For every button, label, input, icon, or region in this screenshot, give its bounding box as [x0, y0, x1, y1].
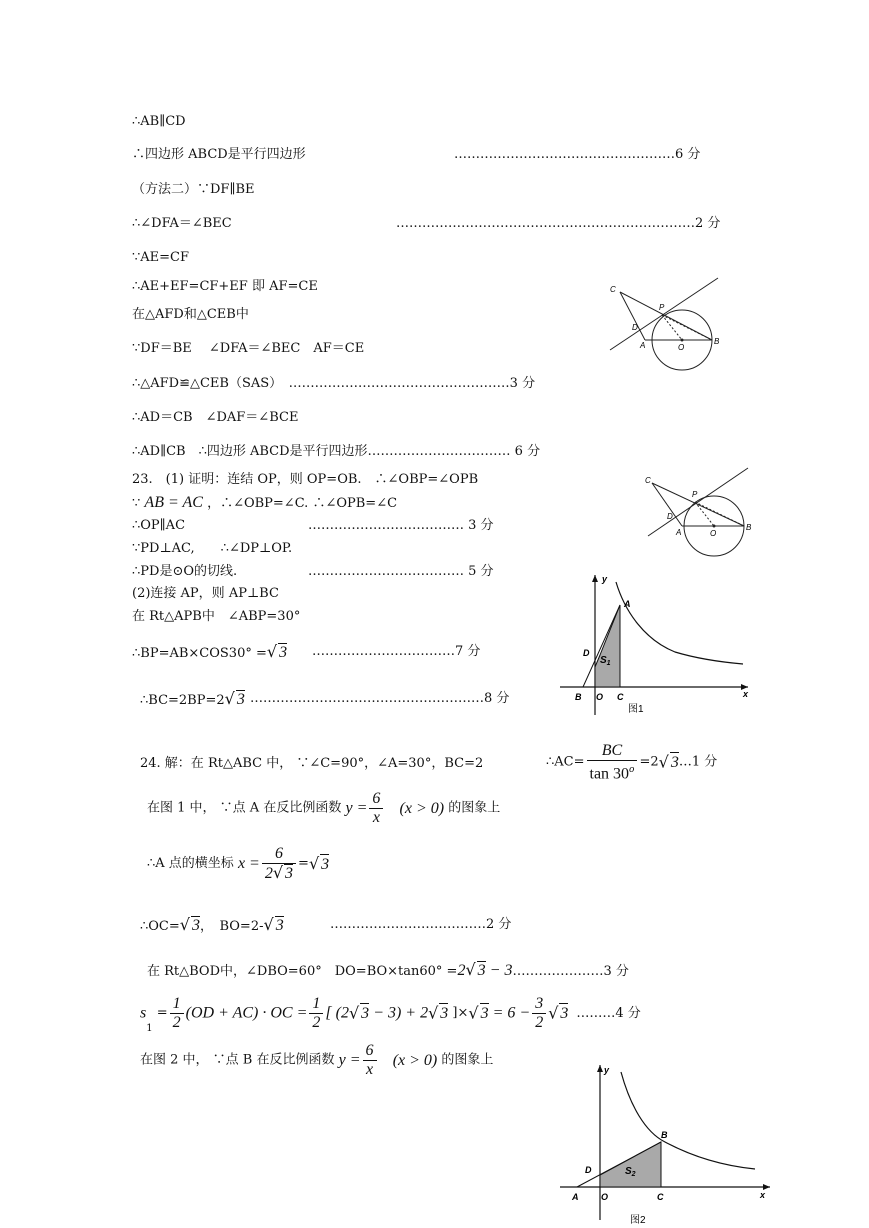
proof-line — [132, 517, 185, 535]
line-text: ]× — [448, 1005, 469, 1021]
axis-label: x — [743, 689, 749, 699]
score-text: ………………………………………………8 分 — [250, 691, 510, 706]
point-label: O — [601, 1192, 609, 1202]
score-text: …1 分 — [678, 754, 718, 770]
proof-line — [132, 471, 478, 489]
proof-line — [140, 1042, 493, 1079]
fraction — [309, 995, 323, 1032]
score-mark — [454, 146, 700, 164]
proof-line — [132, 215, 232, 233]
line-text: = — [152, 1005, 168, 1021]
proof-line — [132, 443, 540, 461]
line-text: 在图 1 中， ∵点 A 在反比例函数 — [147, 800, 342, 816]
point-label: A — [624, 599, 631, 609]
score-mark — [330, 916, 511, 934]
sqrt-value: 3 — [670, 754, 679, 772]
denominator: tan 30 — [589, 765, 630, 783]
score-text: ……………………………7 分 — [312, 644, 481, 659]
denominator: 2 — [535, 1014, 544, 1031]
point-label: P — [692, 490, 698, 499]
line-text: 在△AFD和△CEB中 — [132, 307, 249, 322]
point-label: C — [617, 692, 624, 702]
line-text: ∴PD是⊙O的切线. — [132, 564, 238, 579]
score-text: ………………………………2 分 — [330, 917, 512, 932]
score-mark — [396, 215, 720, 233]
line-text: ∴OP∥AC — [132, 518, 186, 533]
graph-figure-2 — [555, 1060, 775, 1228]
line-text: ∴OC= — [140, 919, 180, 934]
point-label: D — [667, 512, 673, 521]
point-label: D — [585, 1165, 592, 1175]
line-text: ∴BP=AB×COS30° = — [132, 646, 267, 661]
sqrt-value: 3 — [275, 917, 284, 934]
proof-line — [132, 249, 189, 267]
proof-line: ∴A 点的横坐标 x = $\frac{6}{2√ 3}$ =√ 3 — [147, 845, 330, 882]
proof-line: 在 Rt△BOD中，∠DBO=60° DO=BO×tan60° =2√ 3 − 3…………………3 分 — [147, 960, 629, 979]
line-text: ∵AE=CF — [132, 250, 190, 265]
figure-caption: 图1 — [628, 704, 644, 715]
numerator: 6 — [363, 1042, 377, 1061]
point-label: D — [632, 323, 638, 332]
line-text: 24. 解：在 Rt△ABC 中， ∵∠C=90°，∠A=30°，BC=2 — [140, 756, 484, 771]
line-text: ∴△AFD≌△CEB（SAS） ……………………………………………3 分 — [132, 376, 536, 391]
fraction — [369, 790, 383, 827]
numerator: 1 — [309, 995, 323, 1014]
score-mark — [250, 690, 509, 708]
proof-line — [132, 113, 186, 131]
numerator: 3 — [532, 995, 546, 1014]
line-text: ∴AD＝CB ∠DAF＝∠BCE — [132, 410, 299, 425]
proof-line — [132, 278, 318, 296]
proof-line — [132, 563, 237, 581]
denominator: 2 — [172, 1014, 181, 1031]
line-text: ∴四边形 ABCD是平行四边形 — [132, 147, 306, 162]
fraction: $\frac{6}{2√ 3}$ — [262, 845, 296, 883]
line-text: ∴AB∥CD — [132, 114, 186, 129]
line-text: =2 — [639, 754, 659, 770]
math-expr: y = — [345, 799, 368, 817]
proof-line — [132, 409, 298, 427]
proof-line — [132, 494, 397, 513]
axis-label: x — [760, 1190, 766, 1200]
sqrt-value: 3 — [191, 917, 200, 934]
point-label: A — [640, 341, 646, 350]
proof-line — [132, 585, 279, 603]
line-text: 的图象上 — [448, 800, 501, 816]
math-expr: 2 — [457, 962, 466, 979]
point-label: D — [583, 648, 590, 658]
sqrt-value: 3 — [560, 1005, 569, 1022]
proof-line: ∴AC= $\frac{BC}{\tan 30^o}$ =2√ 3…1 分 — [546, 742, 718, 783]
point-label: B — [575, 692, 582, 702]
score-text: ……………………………………………6 分 — [454, 147, 701, 162]
fraction — [587, 742, 638, 783]
line-text: ∵ — [132, 496, 141, 511]
math-expr: x = — [237, 855, 260, 872]
proof-line: ∴BP=AB×COS30° =√ 3 — [132, 642, 288, 661]
score-text: …………………3 分 — [512, 964, 629, 979]
denominator: 2 — [264, 865, 273, 882]
sqrt-value: 3 — [285, 865, 294, 882]
sqrt-value: 3 — [279, 644, 288, 661]
line-text: ∴AC= — [546, 754, 585, 770]
proof-line — [132, 146, 306, 164]
score-mark — [312, 643, 480, 661]
circle-figure-1 — [600, 270, 730, 375]
proof-line — [140, 755, 483, 773]
proof-line — [132, 340, 364, 358]
line-text: 的图象上 — [441, 1052, 494, 1068]
figure-caption: 图2 — [630, 1215, 646, 1226]
line-text: 在图 2 中， ∵点 B 在反比例函数 — [140, 1052, 335, 1068]
numerator: 6 — [369, 790, 383, 809]
score-mark — [308, 563, 494, 581]
point-label: O — [596, 692, 604, 702]
sqrt-value: 3 — [480, 1005, 489, 1022]
math-expr: − 3 — [485, 962, 513, 979]
point-label: C — [645, 476, 651, 485]
line-text: ∵DF＝BE ∠DFA＝∠BEC AF＝CE — [132, 341, 365, 356]
sqrt-value: 3 — [440, 1005, 449, 1022]
proof-line: ∴OC=√ 3， BO=2-√ 3 — [140, 915, 284, 934]
numerator: 1 — [170, 995, 184, 1014]
area-label: $S_2$ — [625, 1166, 636, 1178]
math-expr: [ (2 — [325, 1004, 349, 1022]
area-label: $S_1$ — [600, 655, 611, 667]
sqrt-value: 3 — [321, 855, 330, 873]
sqrt-value: 3 — [361, 1005, 370, 1022]
line-text: ，∴∠OBP=∠C. ∴∠OPB=∠C — [207, 496, 398, 511]
axis-label: y — [604, 1065, 610, 1075]
line-text: 在 Rt△APB中 ∠ABP=30° — [132, 609, 301, 624]
point-label: P — [659, 303, 665, 312]
proof-line: ∴BC=2BP=2√ 3 — [140, 689, 245, 708]
math-expr: AB = AC — [144, 494, 203, 511]
subscript: 1 — [146, 1023, 153, 1034]
denominator: x — [365, 1061, 374, 1078]
score-mark — [308, 517, 494, 535]
proof-line — [132, 375, 535, 393]
score-text: ………4 分 — [576, 1005, 641, 1021]
numerator: 6 — [262, 845, 296, 864]
degree-mark: o — [629, 765, 635, 775]
line-text: = — [298, 856, 309, 871]
math-expr: y = — [338, 1051, 361, 1069]
point-label: C — [610, 285, 616, 294]
point-label: O — [678, 343, 685, 352]
score-text: ……………………………… 5 分 — [308, 564, 494, 579]
proof-line — [147, 790, 500, 827]
circle-figure-2 — [640, 466, 765, 566]
proof-line — [132, 306, 249, 324]
math-expr: − 3) + 2 — [369, 1004, 429, 1022]
proof-line — [132, 181, 255, 199]
point-label: B — [714, 337, 720, 346]
point-label: C — [657, 1192, 664, 1202]
line-text: （方法二）∵DF∥BE — [132, 182, 255, 197]
line-text: ∴A 点的横坐标 — [147, 856, 234, 871]
fraction — [170, 995, 184, 1032]
proof-line: $s_1$ = $\frac{1}{2}$ (OD + AC) · OC = $\frac{1}{2}$ [ (2√ 3 − 3) + 2√ 3 ]×√ 3 = 6 − $\frac{3}{2}$ √ 3 ………4 分 — [140, 995, 641, 1034]
line-text: (2)连接 AP，则 AP⊥BC — [132, 586, 279, 601]
line-text: ， BO=2- — [199, 919, 264, 934]
graph-figure-1 — [555, 570, 755, 718]
point-label: O — [710, 529, 717, 538]
line-text: ∵PD⊥AC, ∴∠DP⊥OP. — [132, 541, 293, 556]
sqrt-value: 3 — [477, 962, 486, 979]
point-label: B — [746, 523, 752, 532]
math-expr: = 6 − — [488, 1004, 531, 1022]
line-text: ∴∠DFA＝∠BEC — [132, 216, 232, 231]
math-expr: s — [140, 1004, 147, 1022]
numerator: BC — [587, 742, 638, 761]
math-expr: (x > 0) — [392, 1051, 438, 1069]
line-text: 在 Rt△BOD中，∠DBO=60° DO=BO×tan60° = — [147, 964, 458, 979]
proof-line — [132, 540, 292, 558]
line-text: ∴BC=2BP=2 — [140, 693, 225, 708]
denominator: x — [372, 809, 380, 826]
score-text: ……………………………… 3 分 — [308, 518, 494, 533]
point-label: B — [661, 1130, 668, 1140]
point-label: A — [676, 528, 682, 537]
denominator: 2 — [312, 1014, 321, 1031]
axis-label: y — [602, 574, 608, 584]
line-text: ∴AD∥CB ∴四边形 ABCD是平行四边形…………………………… 6 分 — [132, 444, 541, 459]
fraction — [532, 995, 546, 1032]
math-expr: (OD + AC) · OC = — [185, 1004, 308, 1022]
line-text: ∴AE+EF=CF+EF 即 AF=CE — [132, 279, 318, 294]
sqrt-value: 3 — [236, 691, 245, 708]
proof-line — [132, 608, 300, 626]
point-label: A — [572, 1192, 579, 1202]
math-expr: (x > 0) — [399, 799, 445, 817]
line-text: 23. (1) 证明：连结 OP，则 OP=OB. ∴∠OBP=∠OPB — [132, 472, 479, 487]
fraction — [363, 1042, 377, 1079]
score-text: ……………………………………………………………2 分 — [396, 216, 721, 231]
